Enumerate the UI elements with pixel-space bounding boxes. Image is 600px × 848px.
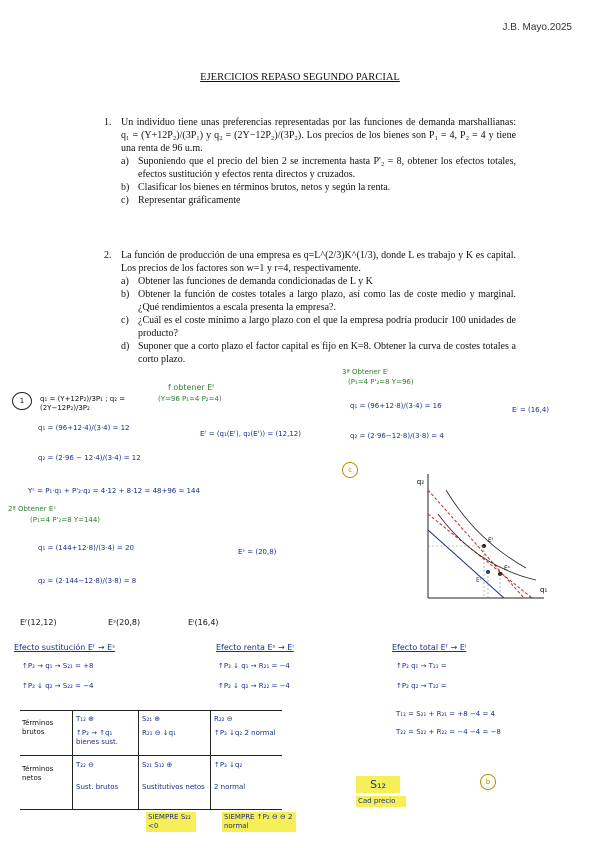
note-letter-b: b xyxy=(480,774,496,790)
table-cell: 2 normal xyxy=(214,783,246,791)
note-demand-eqs: q₁ = (Y+12P₂)/3P₁ ; q₂ = (2Y−12P₂)/3P₂ xyxy=(40,395,126,412)
demand-q1: q₁ = (Y+12P₂)/(3P₁) xyxy=(121,130,204,141)
exercise-1-intro-a: Un individuo tiene unas preferencias representadas por las funciones de demanda marshallianas: xyxy=(121,117,516,128)
table-row-gross: Términos brutos xyxy=(22,719,54,736)
exercise-2-item: a) Obtener las funciones de demanda condicionadas de L y K xyxy=(121,276,373,287)
note-step-3-heading: 3ª Obtener Eⁱ xyxy=(342,368,389,376)
note-f-heading: f obtener Eᶠ xyxy=(168,383,215,392)
table-cell: S₂₁ ⊕ xyxy=(142,715,161,723)
exercise-1 xyxy=(104,116,516,207)
exercise-1-intro-b: . Los precios de los bienes son P₁ = 4, P₂ = 4 y tiene una renta de 96 u.m. xyxy=(121,130,517,154)
exercise-2-item: d) Suponer que a corto plazo el factor capital es fijo en K=8. Obtener la curva de costes totales a corto plazo. xyxy=(121,341,516,365)
budget-line-sketch xyxy=(376,470,546,620)
note-step-2-heading: 2ª Obtener Eˢ xyxy=(8,505,56,513)
note-q1i-calc: q₁ = (96+12·8)/(3·4) = 16 xyxy=(350,402,442,410)
graph-label-ei: Eⁱ xyxy=(476,577,481,584)
table-cell: T₂₂ ⊖ xyxy=(76,761,94,769)
note-substitution-1: ↑P₂ → q₁ → S₂₁ = +8 xyxy=(22,662,94,670)
note-total-calc-1: T₁₂ = S₂₁ + R₂₁ = +8 −4 = 4 xyxy=(396,710,495,718)
note-point-es: Eˢ(20,8) xyxy=(108,618,141,627)
exercise-2-item: b) Obtener la función de costes totales a largo plazo, así como las de coste medio y marginal. ¿Qué rendimientos a escala presenta la empresa?. xyxy=(121,289,516,313)
demand-q2: q₂ = (2Y−12P₂)/(3P₂) xyxy=(214,130,302,141)
exercise-1-item: a) Suponiendo que el precio del bien 2 se incrementa hasta P'₂ = 8, obtener los efectos totales, efectos sustitución y efectos renta directos y cruzados. xyxy=(121,156,516,180)
exercise-2-intro: La función de producción de una empresa es q=L^(2/3)K^(1/3), donde L es trabajo y K es capital. Los precios de los factores son w=1 y r=4, respectivamente. xyxy=(121,250,516,274)
conjunction-y: y xyxy=(203,130,215,141)
table-cell: R₂₁ ⊖ ↓q₁ xyxy=(142,729,176,737)
exercise-1-item: b) Clasificar los bienes en términos brutos, netos y según la renta. xyxy=(121,182,391,193)
note-income-effect-2: ↑P₂ ↓ q₂ → R₂₂ = −4 xyxy=(218,682,290,690)
exercise-2-item: c) ¿Cuál es el coste mínimo a largo plazo con el que la empresa podría producir 100 unidades de producto? xyxy=(121,315,516,339)
note-q1s-calc: q₁ = (144+12·8)/(3·4) = 20 xyxy=(38,544,135,552)
note-point-ei: Eⁱ(16,4) xyxy=(188,618,219,627)
table-cell: T₁₂ ⊕ xyxy=(76,715,94,723)
document-title: EJERCICIOS REPASO SEGUNDO PARCIAL xyxy=(200,72,400,83)
note-total-effect-2: ↑P₂ q₂ → T₂₂ = xyxy=(396,682,447,690)
highlight-s12: S₁₂ xyxy=(356,776,400,793)
note-q2s-calc: q₂ = (2·144−12·8)/(3·8) = 8 xyxy=(38,577,137,585)
exercise-2 xyxy=(104,249,516,366)
axis-label-q2: q₂ xyxy=(416,478,424,486)
table-cell: ↑P₂ → ↑q₁ bienes sust. xyxy=(76,729,119,746)
note-es-point: Eˢ = (20,8) xyxy=(238,548,277,556)
note-point-ef: Eᶠ(12,12) xyxy=(20,618,57,627)
note-ef-point: Eᶠ = (q₁(Eᶠ), q₂(Eᶠ)) = (12,12) xyxy=(200,430,301,438)
table-cell: Sustitutivos netos xyxy=(142,783,205,791)
note-ei-point: Eⁱ = (16,4) xyxy=(512,406,550,414)
axis-label-q1: q₁ xyxy=(540,586,548,594)
note-q1-calc: q₁ = (96+12·4)/(3·4) = 12 xyxy=(38,424,130,432)
table-cell: R₂₂ ⊖ xyxy=(214,715,233,723)
graph-label-ef: Eᶠ xyxy=(488,537,494,544)
exercise-1-number: 1. xyxy=(104,117,112,128)
highlight-note-2: SIEMPRE ↑P₂ ⊖ ⊖ 2 normal xyxy=(222,812,296,832)
graph-label-es: Eˢ xyxy=(504,565,511,572)
table-cell: S₂₁ S₁₂ ⊕ xyxy=(142,761,173,769)
note-substitution-heading: Efecto sustitución Eᶠ → Eˢ xyxy=(14,643,116,652)
note-income-effect-1: ↑P₂ ↓ q₁ → R₂₁ = −4 xyxy=(218,662,290,670)
note-step-2-values: (P₁=4 P'₂=8 Y=144) xyxy=(30,516,101,524)
note-substitution-2: ↑P₂ ↓ q₂ → S₂₂ = −4 xyxy=(22,682,94,690)
note-q2i-calc: q₂ = (2·96−12·8)/(3·8) = 4 xyxy=(350,432,444,440)
note-step-3-values: (P₁=4 P'₂=8 Y=96) xyxy=(348,378,414,386)
highlight-cad-precio: Cad precio xyxy=(356,796,406,807)
note-letter-c: c xyxy=(342,462,358,478)
note-total-effect-1: ↑P₂ q₁ → T₂₁ = xyxy=(396,662,447,670)
note-f-values: (Y=96 P₁=4 P₂=4) xyxy=(158,395,222,403)
note-income-calc: Yˢ = P₁·q₁ + P'₂·q₂ = 4·12 + 8·12 = 48+96 = 144 xyxy=(28,487,200,495)
exercise-2-number: 2. xyxy=(104,250,112,261)
table-cell: Sust. brutos xyxy=(76,783,119,791)
note-number-1: 1 xyxy=(12,392,32,410)
document-date: J.B. Mayo.2025 xyxy=(502,22,572,33)
highlight-note-1: SIEMPRE S₂₂ <0 xyxy=(146,812,196,832)
classification-table xyxy=(20,710,282,810)
exercise-1-item: c) Representar gráficamente xyxy=(121,195,241,206)
note-q2-calc: q₂ = (2·96 − 12·4)/(3·4) = 12 xyxy=(38,454,141,462)
table-cell: ↑P₂ ↓q₂ 2 normal xyxy=(214,729,276,737)
table-cell: ↑P₂ ↓q₂ xyxy=(214,761,243,769)
table-row-net: Términos netos xyxy=(22,765,54,782)
note-total-calc-2: T₂₂ = S₂₂ + R₂₂ = −4 −4 = −8 xyxy=(396,728,501,736)
note-total-effect-heading: Efecto total Eᶠ → Eⁱ xyxy=(392,643,467,652)
note-income-effect-heading: Efecto renta Eˢ → Eⁱ xyxy=(216,643,294,652)
